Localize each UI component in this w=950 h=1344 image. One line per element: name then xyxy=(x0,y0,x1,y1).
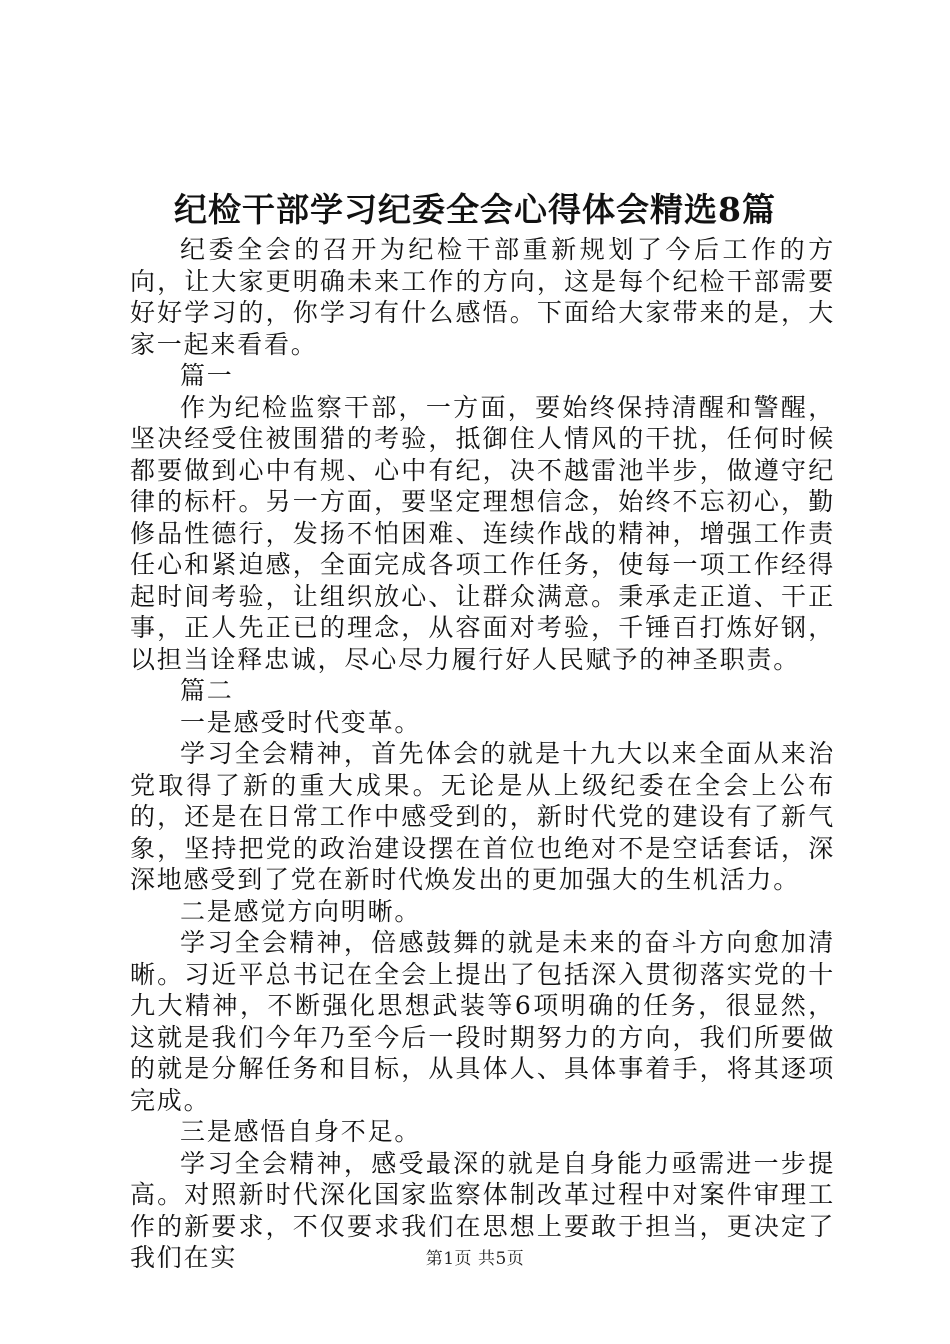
document-body xyxy=(130,234,835,1274)
section-1-heading: 篇一 xyxy=(180,361,234,390)
document-title: 纪检干部学习纪委全会心得体会精选8篇 xyxy=(174,190,776,229)
section-2-heading: 篇二 xyxy=(180,676,234,705)
page-footer: 第1页 共5页 xyxy=(425,1249,525,1269)
point-2-heading: 二是感觉方向明晰。 xyxy=(180,896,422,926)
intro-paragraph: 纪委全会的召开为纪检干部重新规划了今后工作的方向，让大家更明确未来工作的方向，这是每个纪检干部需要好好学习的，你学习有什么感悟。下面给大家带来的是，大家一起来看看。 xyxy=(130,235,835,359)
section-1-paragraph: 作为纪检监察干部，一方面，要始终保持清醒和警醒，坚决经受住被围猎的考验，抵御住人情风的干扰，任何时候都要做到心中有规、心中有纪，决不越雷池半步，做遵守纪律的标杆。另一方面，要坚定理想信念，始终不忘初心，勤修品性德行，发扬不怕困难、连续作战的精神，增强工作责任心和紧迫感，全面完成各项工作任务，使每一项工作经得起时间考验，让组织放心、让群众满意。秉承走正道、干正事，正人先正已的理念，从容面对考验，千锤百打炼好钢，以担当诠释忠诚，尽心尽力履行好人民赋予的神圣职责。 xyxy=(130,392,835,674)
point-3-heading: 三是感悟自身不足。 xyxy=(180,1117,422,1146)
point-3-paragraph: 学习全会精神，感受最深的就是自身能力亟需进一步提高。对照新时代深化国家监察体制改革过程中对案件审理工作的新要求，不仅要求我们在思想上要敢于担当，更决定了我们在实 xyxy=(130,1148,835,1272)
point-1-paragraph: 学习全会精神，首先体会的就是十九大以来全面从来治党取得了新的重大成果。无论是从上级纪委在全会上公布的，还是在日常工作中感受到的，新时代党的建设有了新气象，坚持把党的政治建设摆在首位也绝对不是空话套话，深深地感受到了党在新时代焕发出的更加强大的生机活力。 xyxy=(130,739,835,894)
point-1-heading: 一是感受时代变革。 xyxy=(180,707,422,737)
point-2-paragraph: 学习全会精神，倍感鼓舞的就是未来的奋斗方向愈加清晰。习近平总书记在全会上提出了包括深入贯彻落实党的十九大精神，不断强化思想武装等6项明确的任务，很显然，这就是我们今年乃至今后一段时期努力的方向，我们所要做的就是分解任务和目标，从具体人、具体事着手，将其逐项完成。 xyxy=(130,928,835,1115)
